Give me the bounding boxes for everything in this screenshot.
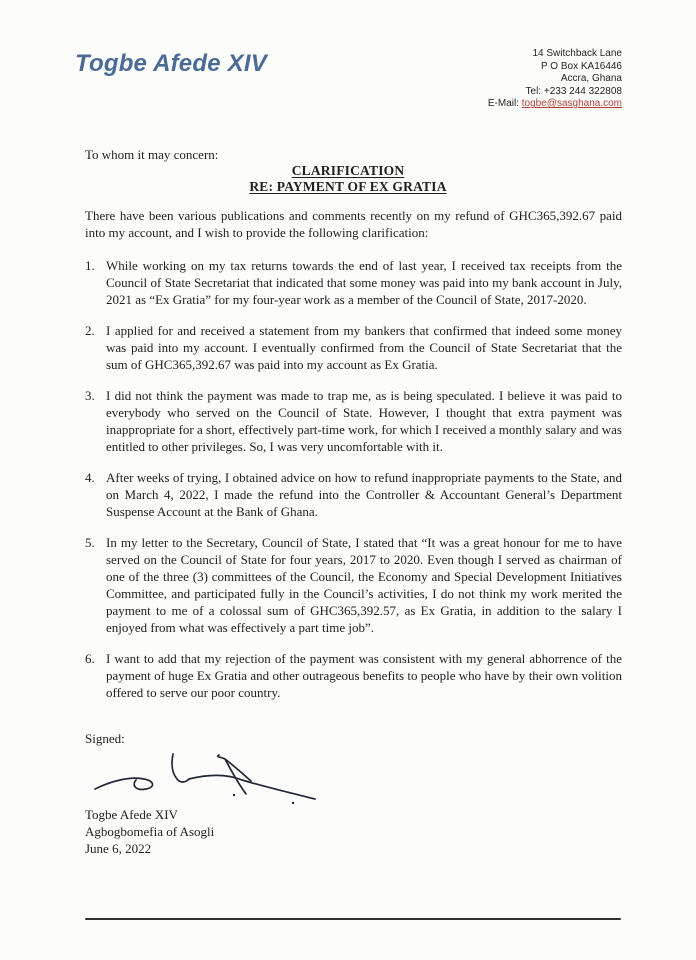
- item-number: 2.: [85, 323, 95, 338]
- salutation: To whom it may concern:: [85, 147, 219, 162]
- title-line-2: RE: PAYMENT OF EX GRATIA: [249, 179, 447, 194]
- letterhead-name: Togbe Afede XIV: [75, 50, 267, 77]
- item-number: 6.: [85, 651, 95, 666]
- item-number: 5.: [85, 535, 95, 550]
- item-text: I applied for and received a statement from my bankers that confirmed that indeed some money was paid into my account. I eventually confirmed from the Council of State Secretariat that the sum of GHC365,392.67 was paid into my account as Ex Gratia.: [106, 323, 622, 372]
- list-item: [85, 534, 622, 636]
- footer-divider: [85, 918, 621, 920]
- signatory-block: [85, 806, 214, 857]
- item-text: I want to add that my rejection of the payment was consistent with my general abhorrence of the payment of huge Ex Gratia and other outrageous benefits to people who have by their own volition offered to serve our poor country.: [106, 651, 622, 700]
- title-line-1: CLARIFICATION: [291, 163, 405, 178]
- item-text: I did not think the payment was made to trap me, as is being speculated. I believe it was paid to everybody who served on the Council of State. However, I thought that extra payment was inappropriate for a short, effectively part-time work, for which I received a monthly salary and was entitled to other privileges. So, I was very uncomfortable with it.: [106, 388, 622, 454]
- item-text: In my letter to the Secretary, Council of State, I stated that “It was a great honour for me to have served on the Council of State for four years, 2017 to 2020. Even though I served as chairman of one of the three (3) committees of the Council, the Economy and Special Development Initiatives Committee, and participated fully in the Council’s activities, I do not think my work merited the payment to me of a colossal sum of GHC365,392.57, as Ex Gratia, in addition to the salary I enjoyed from what was effectively a part time job”.: [106, 535, 622, 635]
- item-number: 1.: [85, 258, 95, 273]
- letterhead-address: [488, 48, 622, 111]
- intro-paragraph: There have been various publications and comments recently on my refund of GHC365,392.67 paid into my account, and I wish to provide the following clarification:: [85, 208, 622, 240]
- letter-date: June 6, 2022: [85, 841, 152, 856]
- address-line: 14 Switchback Lane: [532, 48, 622, 59]
- address-line: P O Box KA16446: [541, 60, 622, 72]
- email-line: [488, 98, 622, 111]
- item-text: While working on my tax returns towards the end of last year, I received tax receipts from the Council of State Secretariat that indicated that some money was paid into my bank account in July, 2021 as “Ex Gratia” for my four-year work as a member of the Council of State, 2017-2020.: [106, 258, 622, 307]
- address-line: Accra, Ghana: [560, 73, 622, 85]
- email-label: E-Mail:: [487, 98, 522, 110]
- list-item: [85, 650, 622, 701]
- signature-image: [85, 748, 335, 806]
- letter-title: [0, 163, 696, 195]
- email-link[interactable]: togbe@sasghana.com: [521, 98, 622, 110]
- clarification-list: [85, 257, 622, 715]
- item-number: 4.: [85, 470, 95, 485]
- signatory-title: Agbogbomefia of Asogli: [85, 824, 215, 839]
- signatory-name: Togbe Afede XIV: [85, 807, 178, 822]
- signed-label: Signed:: [85, 731, 125, 746]
- list-item: [85, 469, 622, 520]
- list-item: [85, 322, 622, 373]
- item-text: After weeks of trying, I obtained advice on how to refund inappropriate payments to the State, and on March 4, 2022, I made the refund into the Controller & Accountant General’s Department Suspense Account at the Bank of Ghana.: [106, 470, 622, 519]
- list-item: [85, 257, 622, 308]
- address-line: Tel: +233 244 322808: [525, 85, 622, 97]
- item-number: 3.: [85, 388, 95, 403]
- list-item: [85, 387, 622, 455]
